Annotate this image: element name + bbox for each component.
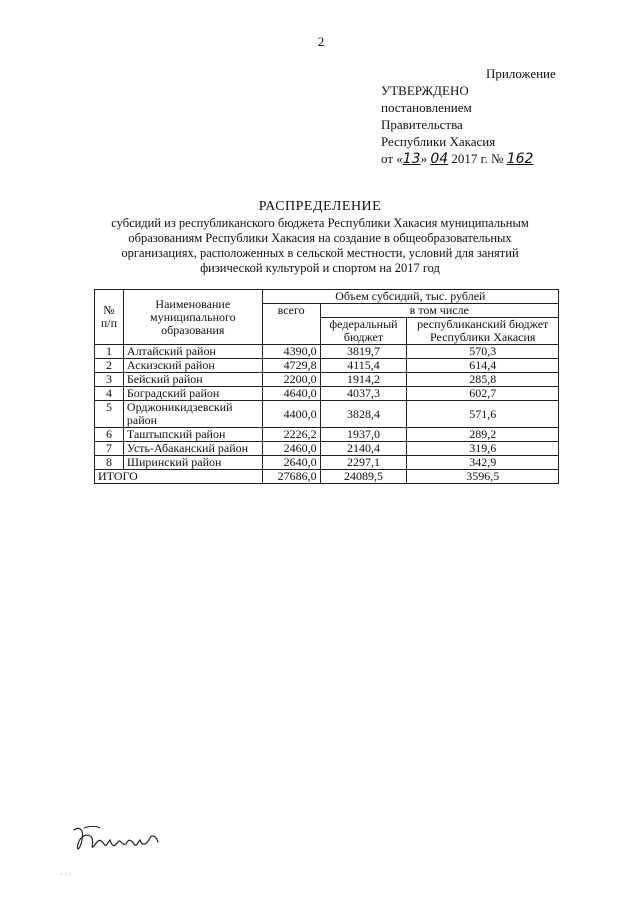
row-num: 5 (95, 401, 124, 428)
row-total: 4729,8 (262, 359, 320, 373)
row-total: 4640,0 (262, 387, 320, 401)
row-total: 2226,2 (262, 428, 320, 442)
date-prefix: от « (381, 151, 403, 166)
subtitle-line: организациях, расположенных в сельской местности, условий для занятий (121, 246, 519, 260)
row-total: 2200,0 (262, 373, 320, 387)
row-num: 3 (95, 373, 124, 387)
header-name: Наименование муниципального образования (123, 290, 262, 345)
row-name: Аскизский район (123, 359, 262, 373)
row-republican: 570,3 (407, 345, 559, 359)
row-total: 4400,0 (262, 401, 320, 428)
total-federal: 24089,5 (320, 470, 407, 484)
row-total: 2460,0 (262, 442, 320, 456)
date-day-sep: » (420, 151, 428, 166)
row-federal: 3828,4 (320, 401, 407, 428)
total-republican: 3596,5 (407, 470, 559, 484)
row-federal: 1914,2 (320, 373, 407, 387)
row-federal: 3819,7 (320, 345, 407, 359)
footer-mark: · · · (60, 870, 72, 879)
row-num: 1 (95, 345, 124, 359)
subtitle-line: субсидий из республиканского бюджета Республики Хакасия муниципальным (111, 216, 529, 230)
approved-label: УТВЕРЖДЕНО (381, 83, 469, 98)
total-label: ИТОГО (95, 470, 263, 484)
row-num: 4 (95, 387, 124, 401)
total-sum: 27686,0 (262, 470, 320, 484)
row-federal: 4037,3 (320, 387, 407, 401)
row-num: 8 (95, 456, 124, 470)
row-republican: 614,4 (407, 359, 559, 373)
appendix-label: Приложение (486, 66, 556, 81)
total-row (95, 470, 559, 484)
row-republican: 571,6 (407, 401, 559, 428)
row-name: Орджоникидзевский район (123, 401, 262, 428)
row-total: 2640,0 (262, 456, 320, 470)
page-number: 2 (317, 34, 325, 49)
table-row (95, 456, 559, 470)
table-row (95, 345, 559, 359)
approval-line-3: Республики Хакасия (381, 134, 496, 149)
row-republican: 289,2 (407, 428, 559, 442)
row-federal: 2297,1 (320, 456, 407, 470)
table-row (95, 401, 559, 428)
table-row (95, 373, 559, 387)
table-row (95, 442, 559, 456)
document-subtitle (80, 216, 560, 276)
allocation-table (94, 289, 559, 484)
table-row (95, 428, 559, 442)
document-title: РАСПРЕДЕЛЕНИЕ (258, 199, 382, 214)
header-including: в том числе (320, 304, 558, 318)
row-federal: 2140,4 (320, 442, 407, 456)
row-republican: 319,6 (407, 442, 559, 456)
header-republican: республиканский бюджет Республики Хакасия (407, 318, 559, 345)
date-day: 13 (402, 151, 421, 167)
table-row (95, 387, 559, 401)
row-total: 4390,0 (262, 345, 320, 359)
header-total: всего (262, 304, 320, 345)
header-num: № п/п (95, 290, 124, 345)
row-num: 2 (95, 359, 124, 373)
document-number: 162 (506, 151, 534, 167)
approval-block (381, 82, 533, 168)
subtitle-line: физической культурой и спортом на 2017 год (200, 261, 440, 275)
handwritten-signature (70, 822, 170, 858)
subtitle-line: образованиям Республики Хакасия на создание в общеобразовательных (128, 231, 512, 245)
row-num: 7 (95, 442, 124, 456)
row-name: Боградский район (123, 387, 262, 401)
row-federal: 1937,0 (320, 428, 407, 442)
date-month: 04 (430, 151, 449, 167)
row-name: Бейский район (123, 373, 262, 387)
row-name: Алтайский район (123, 345, 262, 359)
row-num: 6 (95, 428, 124, 442)
header-volume: Объем субсидий, тыс. рублей (262, 290, 558, 304)
header-federal: федеральный бюджет (320, 318, 407, 345)
approval-line-2: Правительства (381, 117, 463, 132)
date-year: 2017 г. № (451, 151, 504, 166)
table-row (95, 359, 559, 373)
row-republican: 285,8 (407, 373, 559, 387)
row-federal: 4115,4 (320, 359, 407, 373)
row-republican: 602,7 (407, 387, 559, 401)
approval-date-line (381, 150, 533, 168)
row-name: Ширинский район (123, 456, 262, 470)
row-republican: 342,9 (407, 456, 559, 470)
row-name: Усть-Абаканский район (123, 442, 262, 456)
approval-line-1: постановлением (381, 100, 472, 115)
row-name: Таштыпский район (123, 428, 262, 442)
